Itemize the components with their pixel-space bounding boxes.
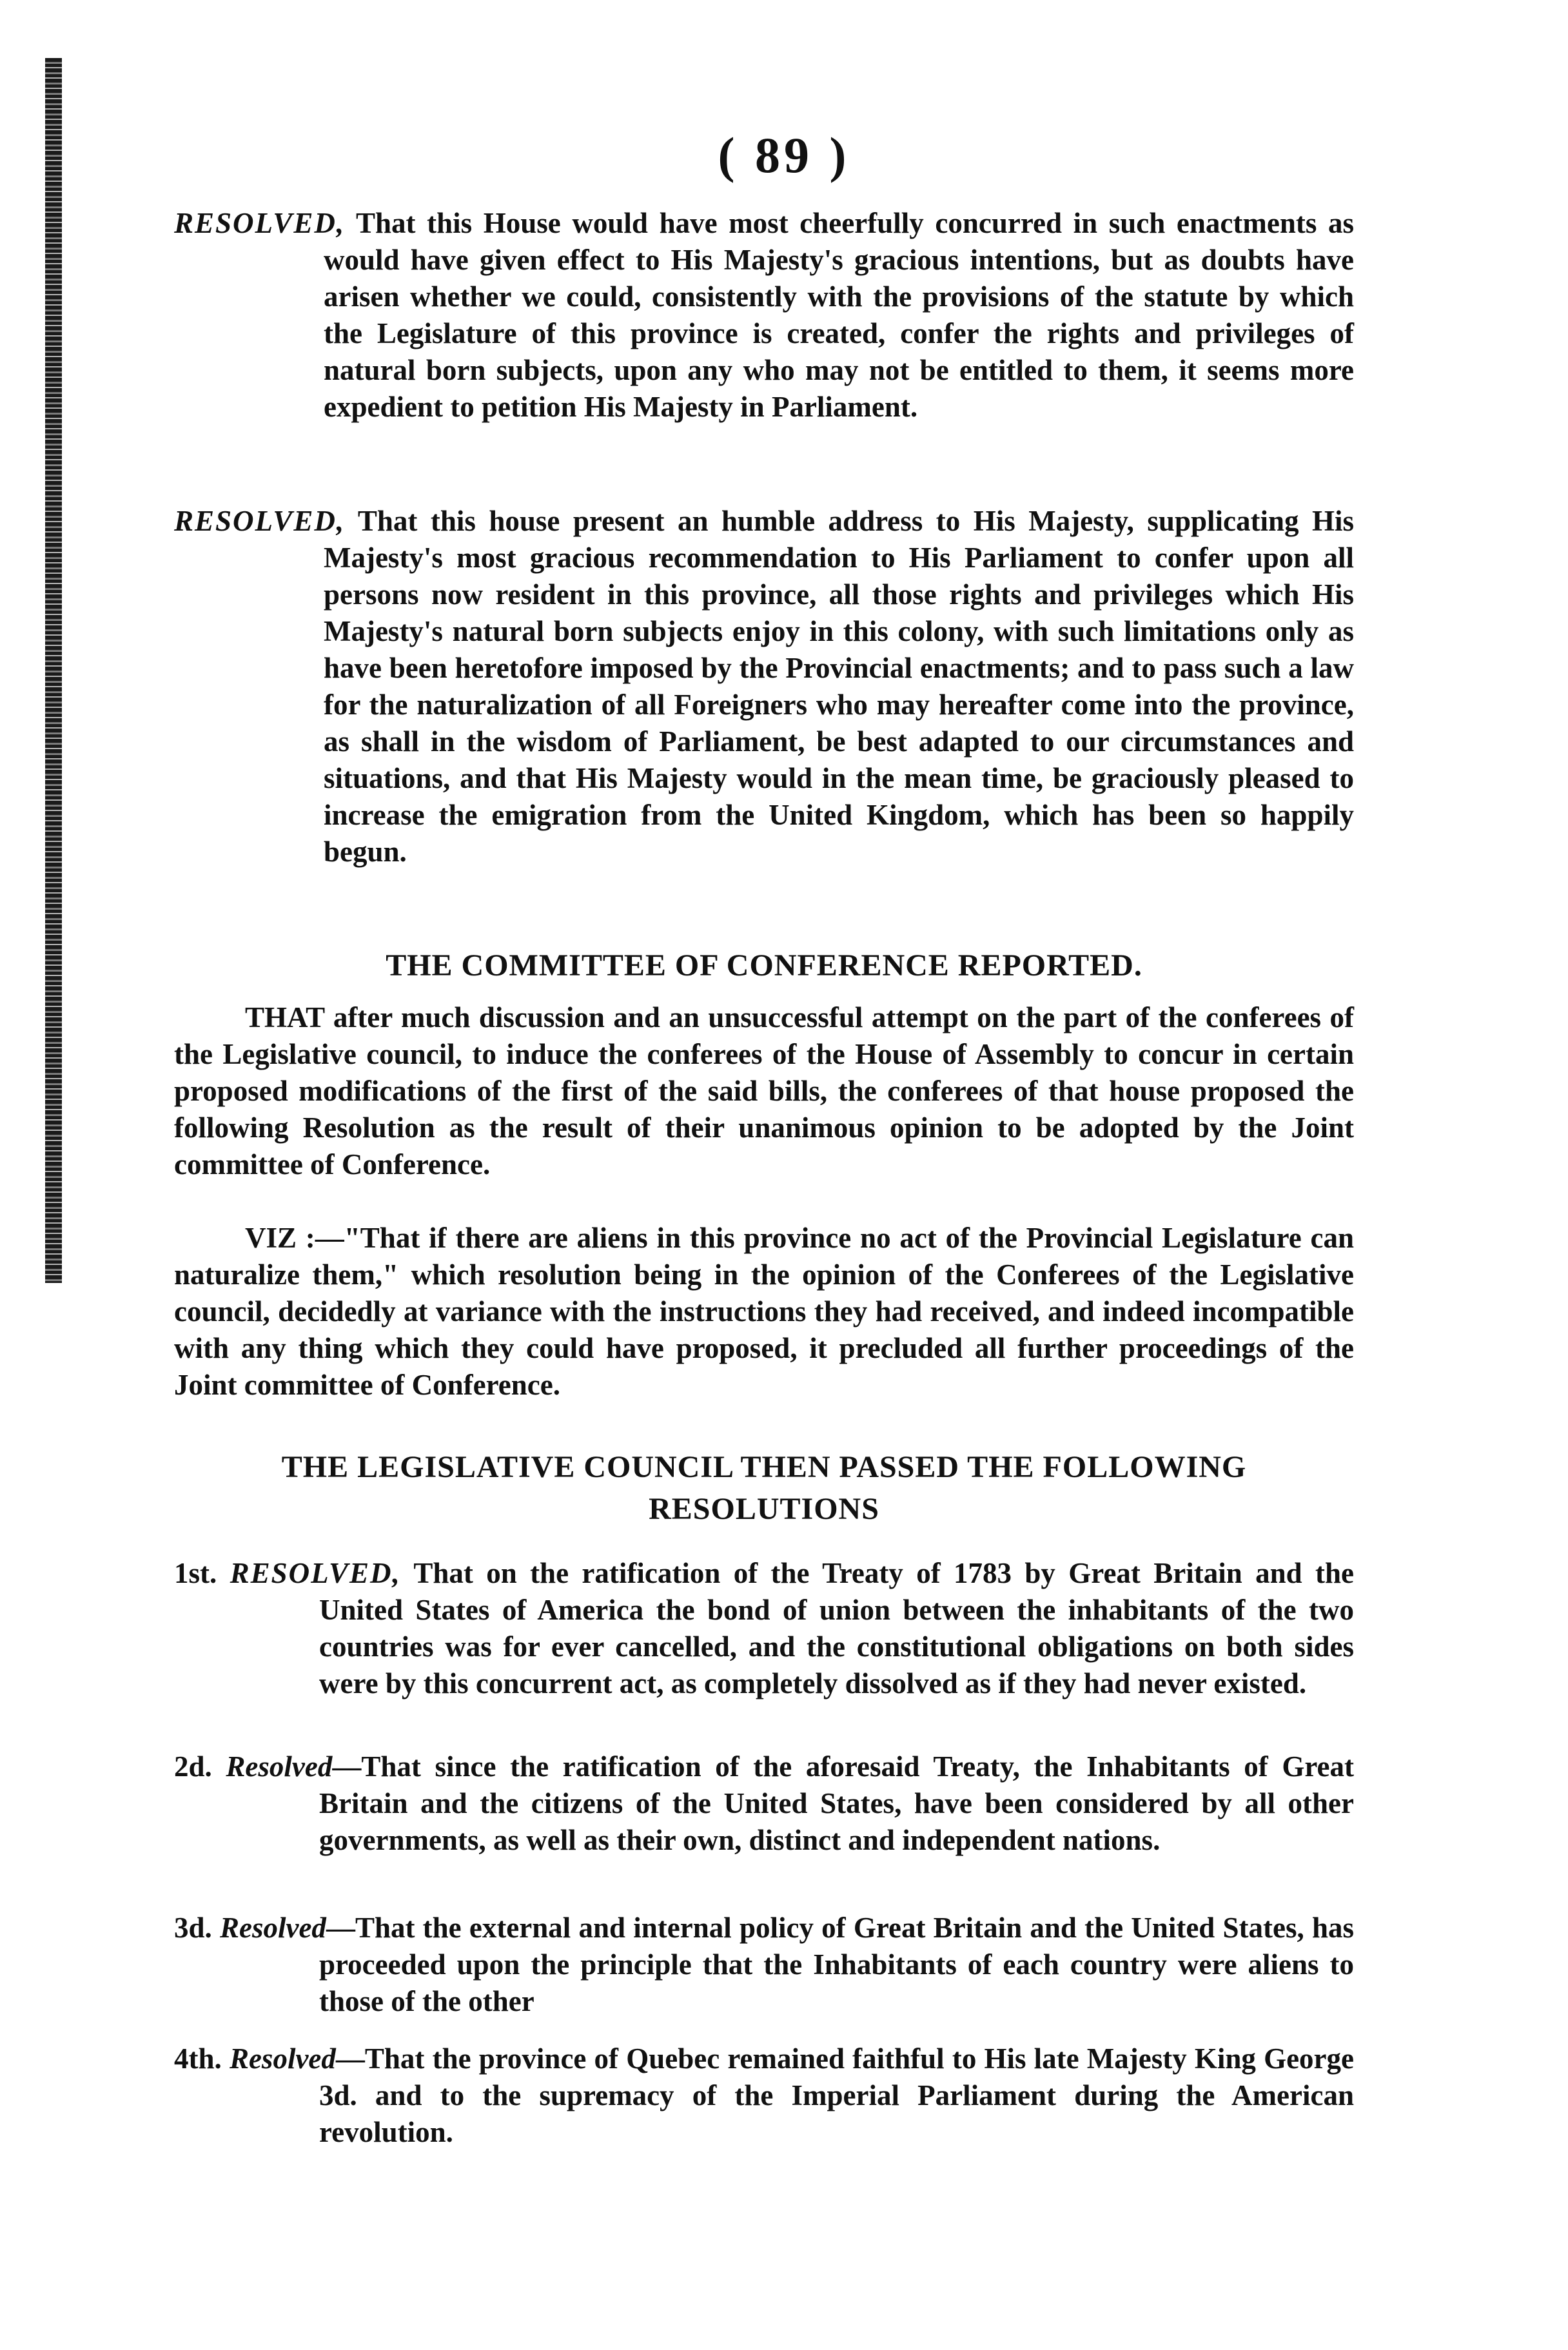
numbered-resolution-1 bbox=[174, 1555, 1354, 1702]
resolved-lead: Resolved bbox=[229, 2042, 336, 2075]
resolution-text: —That the external and internal policy of Great Britain and the United States, has proceeded upon the principle that the Inhabitants of each country were aliens to those of the other bbox=[319, 1912, 1354, 2017]
resolution-number: 3d. bbox=[174, 1912, 212, 1944]
council-heading-line2: RESOLUTIONS bbox=[649, 1492, 879, 1526]
scanned-page-edge bbox=[45, 58, 62, 1283]
resolved-lead: RESOLVED, bbox=[174, 505, 346, 537]
committee-report bbox=[174, 999, 1354, 1183]
resolution-number: 4th. bbox=[174, 2042, 222, 2075]
resolved-lead: RESOLVED, bbox=[174, 207, 346, 239]
resolved-lead: Resolved bbox=[219, 1912, 326, 1944]
resolution-text: —That the province of Quebec remained faithful to His late Majesty King George 3d. and to the supremacy of the Imperial Parliament during the American revolution. bbox=[319, 2042, 1354, 2148]
resolved-lead: RESOLVED, bbox=[230, 1557, 401, 1589]
council-heading-line1: THE LEGISLATIVE COUNCIL THEN PASSED THE FOLLOWING bbox=[281, 1450, 1247, 1484]
numbered-resolution-3 bbox=[174, 1910, 1354, 2020]
viz-paragraph-block bbox=[174, 1220, 1354, 1404]
resolution-text: That this house present an humble address to His Majesty, supplicating His Majesty's most gracious recommendation to His Parliament to confer upon all persons now resident in this province, all those rights and privileges which His Majesty's natural born subjects enjoy in this colony, with such limitations only as have been heretofore imposed by the Provincial enactments; and to pass such a law for the naturalization of all Foreigners who may hereafter come into the province, as shall in the wisdom of Parliament, be best adapted to our circumstances and situations, and that His Majesty would in the mean time, be graciously pleased to increase the emigration from the United Kingdom, which has been so happily begun. bbox=[324, 505, 1354, 868]
resolution-2 bbox=[174, 503, 1354, 870]
resolution-text: —That since the ratification of the aforesaid Treaty, the Inhabitants of Great Britain and the citizens of the United States, have been considered by all other governments, as well as their own, distinct and independent nations. bbox=[319, 1750, 1355, 1856]
committee-paragraph: THAT after much discussion and an unsuccessful attempt on the part of the conferees of the Legislative council, to induce the conferees of the House of Assembly to concur in certain proposed modifications of the first of the said bills, the conferees of that house proposed the following Resolution as the result of their unanimous opinion to be adopted by the Joint committee of Conference. bbox=[174, 1001, 1354, 1180]
page-number: ( 89 ) bbox=[718, 127, 850, 183]
resolution-1 bbox=[174, 205, 1354, 426]
numbered-resolution-2 bbox=[174, 1748, 1354, 1859]
resolution-text: That on the ratification of the Treaty of 1783 by Great Britain and the United States of America the bond of union between the inhabitants of the two countries was for ever cancelled, and the constitutional obligations on both sides were by this concurrent act, as completely dissolved as if they had never existed. bbox=[319, 1557, 1355, 1699]
council-heading bbox=[174, 1449, 1354, 1527]
viz-paragraph: VIZ :—"That if there are aliens in this province no act of the Provincial Legislature can naturalize them," which resolution being in the opinion of the Conferees of the Legislative council, decidedly at variance with the instructions they had received, and indeed incompatible with any thing which they could have proposed, it precluded all further proceedings of the Joint committee of Conference. bbox=[174, 1222, 1354, 1401]
numbered-resolution-4 bbox=[174, 2041, 1354, 2151]
resolution-number: 1st. bbox=[174, 1557, 217, 1589]
resolution-text: That this House would have most cheerfully concurred in such enactments as would have given effect to His Majesty's gracious intentions, but as doubts have arisen whether we could, consistently with the provisions of the statute by which the Legislature of this province is created, confer the rights and privileges of natural born subjects, upon any who may not be entitled to them, it seems more expedient to petition His Majesty in Parliament. bbox=[324, 207, 1354, 423]
resolution-number: 2d. bbox=[174, 1750, 212, 1783]
committee-heading: THE COMMITTEE OF CONFERENCE REPORTED. bbox=[386, 948, 1142, 983]
resolved-lead: Resolved bbox=[226, 1750, 333, 1783]
